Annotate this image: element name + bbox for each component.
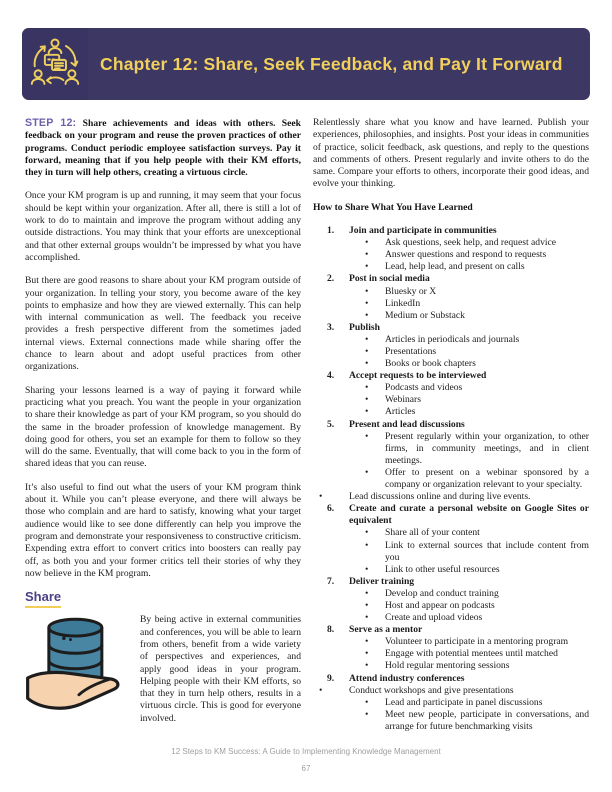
list-marker: 4. [327,370,335,382]
list-subitem [313,540,589,564]
list-marker: • [365,563,369,575]
list-subitem [313,588,589,600]
body-paragraph: Relentlessly share what you know and have learned. Publish your experiences, philosophies, and insights. Post your ideas in communities of practice, solicit feedback, ask questions, and reply to the questions and comments of others. Present regularly and invite others to do the same. Compare your efforts to others, incorporate their good ideas, and evolve your thinking. [313,117,589,190]
chapter-title: Chapter 12: Share, Seek Feedback, and Pay It Forward [100,53,563,74]
list-item-text: Answer questions and respond to requests [385,249,547,261]
list-subitem [313,334,589,346]
list-marker: • [365,249,369,261]
list-marker: • [365,708,369,720]
list-subitem [313,406,589,418]
body-paragraph: Sharing your lessons learned is a way of paying it forward while practicing what you preach. You want the people in your organization to share their knowledge as part of your KM program, so you should do the same in the broader profession of knowledge management. By doing good for others, you set an example for them to follow so they will do the same. Eventually, that will come back to you in the form of shared ideas that you can reuse. [25,384,301,470]
how-to-share-heading: How to Share What You Have Learned [313,201,473,213]
how-to-list [313,225,589,733]
list-item-text: Attend industry conferences [349,672,465,684]
list-marker: 2. [327,273,335,285]
list-marker: 5. [327,418,335,430]
list-item-text: Link to external sources that include content from you [385,539,589,563]
list-subitem [313,286,589,298]
list-item [313,673,589,685]
list-marker: 9. [327,672,335,684]
list-item-text: Engage with potential mentees until matched [385,648,558,660]
list-subitem [313,648,589,660]
list-item-text: Create and curate a personal website on Google Sites or equivalent [349,503,589,527]
list-item [313,685,589,697]
list-subitem [313,431,589,467]
hand-holding-database-illustration [25,612,131,725]
list-subitem [313,382,589,394]
list-item-text: Webinars [385,394,421,406]
list-item-text: Hold regular mentoring sessions [385,660,510,672]
list-item-text: Bluesky or X [385,285,437,297]
list-item-text: Join and participate in communities [349,225,497,237]
list-item-text: Host and appear on podcasts [385,599,495,611]
body-paragraph: It’s also useful to find out what the users of your KM program think about it. While you can’t please everyone, and there will always be those who complain and are hard to satisfy, knowing what your target audience would like to see done differently can help you improve the program and demonstrate your responsiveness to constructive criticism. Expending extra effort to convert critics into boosters can really pay off, as both you and your former critics tell their stories of why they now believe in the KM program. [25,481,301,579]
list-marker: • [365,539,369,551]
list-subitem [313,709,589,733]
step-label: STEP 12: [25,117,77,129]
list-marker: • [319,491,323,503]
list-item [313,491,589,503]
list-marker: • [365,285,369,297]
list-item-text: Serve as a mentor [349,624,423,636]
list-subitem [313,310,589,322]
list-item-text: Offer to present on a webinar sponsored by a company or organization relevant to your specialty. [385,466,589,491]
list-item-text: Volunteer to participate in a mentoring program [385,636,569,648]
list-item-text: Present and lead discussions [349,418,465,430]
list-marker: • [365,612,369,624]
list-subitem [313,600,589,612]
list-marker: • [365,430,369,442]
list-marker: • [365,696,369,708]
list-item-text: Develop and conduct training [385,587,499,599]
list-marker: • [365,406,369,418]
list-item-text: LinkedIn [385,297,421,309]
list-item-text: Articles in periodicals and journals [385,333,520,345]
page-number: 67 [301,764,311,773]
list-subitem [313,467,589,491]
list-item-text: Lead and participate in panel discussions [385,696,543,708]
list-marker: • [365,636,369,648]
list-item [313,273,589,285]
list-item-text: Lead discussions online and during live events. [349,491,531,503]
list-marker: • [365,261,369,273]
list-marker: • [365,527,369,539]
share-section-heading: Share [25,591,301,603]
list-item-text: Link to other useful resources [385,563,500,575]
people-sharing-icon [28,35,82,94]
list-marker: • [365,599,369,611]
list-item [313,419,589,431]
list-item-text: Lead, help lead, and present on calls [385,261,525,273]
list-item-text: Accept requests to be interviewed [349,370,487,382]
list-marker: • [365,648,369,660]
list-item-text: Deliver training [349,575,415,587]
list-item [313,370,589,382]
list-item-text: Post in social media [349,273,430,285]
list-marker: • [365,394,369,406]
list-marker: • [365,346,369,358]
list-item [313,576,589,588]
list-marker: 7. [327,575,335,587]
list-item-text: Conduct workshops and give presentations [349,684,514,696]
list-subitem [313,237,589,249]
list-subitem [313,636,589,648]
list-item-text: Articles [385,406,416,418]
list-item [313,624,589,636]
list-item-text: Presentations [385,346,437,358]
list-marker: • [365,333,369,345]
list-marker: • [365,382,369,394]
list-marker: • [319,684,323,696]
list-marker: • [365,309,369,321]
share-section [25,612,301,725]
page-body [25,117,589,733]
list-item-text: Share all of your content [385,527,480,539]
list-subitem [313,564,589,576]
list-marker: • [365,237,369,249]
list-marker: • [365,297,369,309]
list-item [313,225,589,237]
list-subitem [313,527,589,539]
list-marker: • [365,587,369,599]
list-item-text: Meet new people, participate in conversations, and arrange for future benchmarking visits [385,708,589,732]
list-marker: • [365,660,369,672]
list-subitem [313,346,589,358]
list-marker: • [365,358,369,370]
list-item-text: Medium or Substack [385,309,465,321]
list-item [313,322,589,334]
list-marker: 8. [327,624,335,636]
list-item-text: Present regularly within your organization, to other firms, in community meetings, and in client meetings. [385,430,589,466]
list-item-text: Ask questions, seek help, and request advice [385,237,557,249]
list-marker: 1. [327,225,335,237]
list-subitem [313,612,589,624]
step-text: Share achievements and ideas with others. Seek feedback on your program and reuse the proven practices of other programs. Conduct periodic employee satisfaction surveys. Pay it forward, meaning that if you help people with their KM efforts, they in turn will help others, creating a virtuous circle. [25,118,301,179]
list-marker: 3. [327,321,335,333]
list-item-text: Publish [349,321,380,333]
list-marker: • [365,466,369,478]
body-paragraph: Once your KM program is up and running, it may seem that your focus should be kept within your organization. After all, there is still a lot of work to do to maintain and improve the program without adding any outside distractions. You may think that your efforts are unexceptional and that other external groups wouldn’t be impressed by what you have accomplished. [25,190,301,263]
right-column [313,117,589,733]
list-subitem [313,358,589,370]
list-subitem [313,249,589,261]
list-marker: 6. [327,503,335,515]
list-subitem [313,394,589,406]
share-paragraph: By being active in external communities and conferences, you will be able to learn from others, benefit from a wide variety of perspectives and experiences, and apply good ideas in your program. Helping people with their KM efforts, so that they in turn help others, results in a virtuous circle. This is good for everyone involved. [140,614,301,724]
body-paragraph: But there are good reasons to share about your KM program outside of your organization. In telling your story, you become aware of the key points to emphasize and how they are viewed externally. This can help with internal communication as well. The feedback you receive provides a fresh perspective different from the sometimes jaded internal views. External connections made while sharing offer the chance to learn about and adopt useful practices from other organizations. [25,275,301,373]
list-subitem [313,298,589,310]
footer-book-title: 12 Steps to KM Success: A Guide to Implementing Knowledge Management [171,747,441,756]
chapter-header-banner [22,28,590,100]
list-subitem [313,261,589,273]
step-paragraph [25,117,301,179]
list-item [313,503,589,527]
list-subitem [313,697,589,709]
left-column [25,117,301,733]
list-item-text: Podcasts and videos [385,382,463,394]
list-subitem [313,660,589,672]
list-item-text: Books or book chapters [385,358,476,370]
chapter-icon-box [22,28,88,100]
list-item-text: Create and upload videos [385,612,483,624]
